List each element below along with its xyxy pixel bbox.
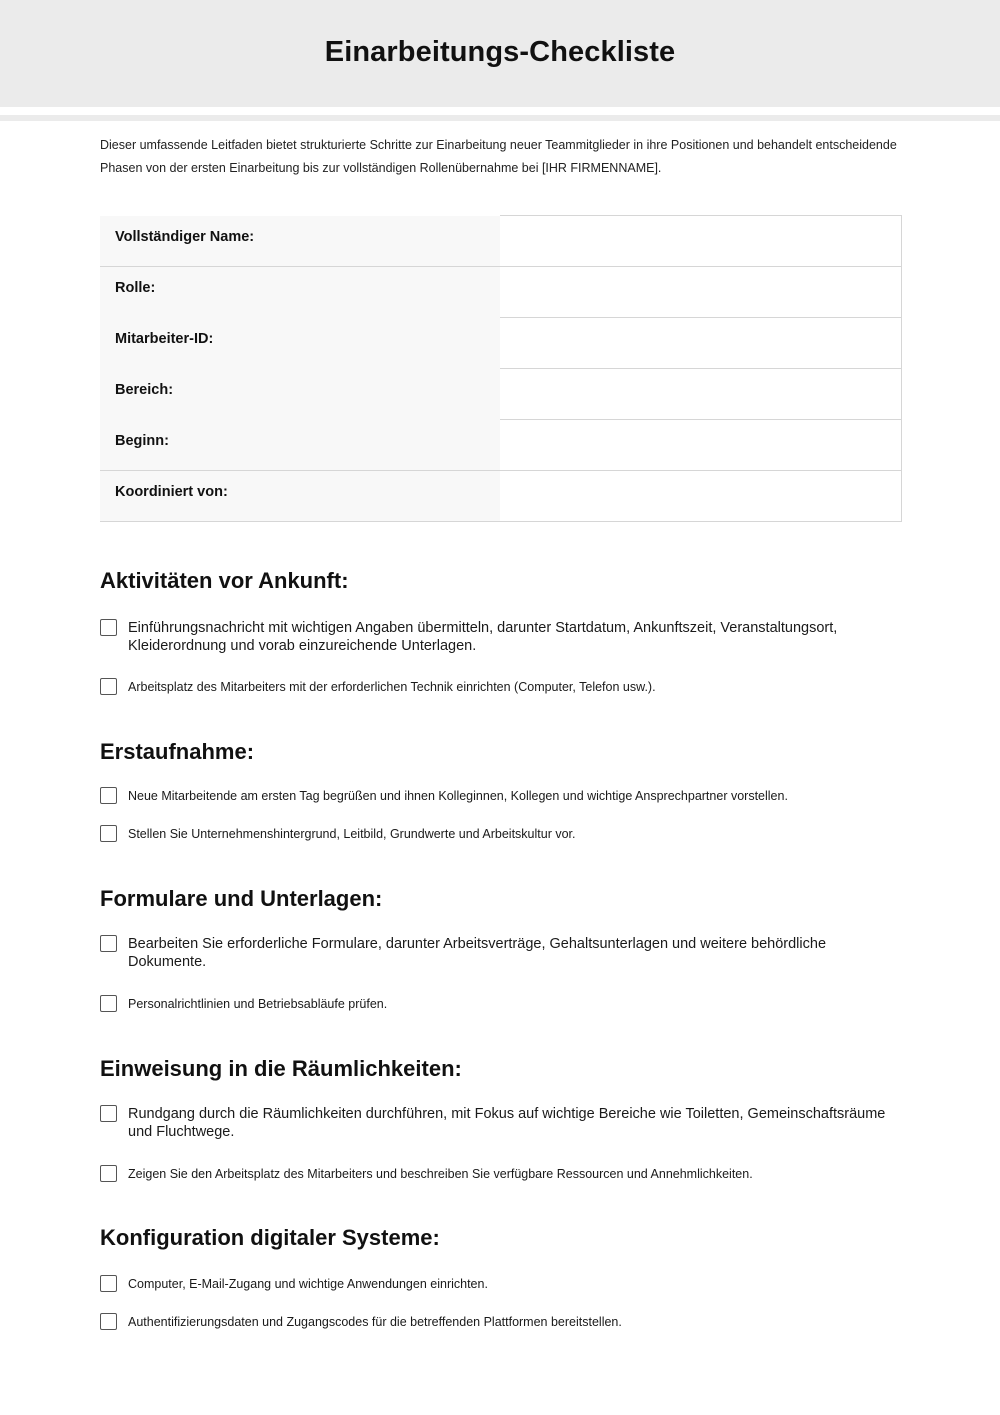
- checklist-item: [100, 1105, 900, 1141]
- info-row: [100, 420, 901, 471]
- checklist-item-text: Zeigen Sie den Arbeitsplatz des Mitarbeiters und beschreiben Sie verfügbare Ressourcen und Annehmlichkeiten.: [128, 1167, 753, 1181]
- checklist-item-text: Neue Mitarbeitende am ersten Tag begrüßen und ihnen Kolleginnen, Kollegen und wichtige Ansprechpartner vorstellen.: [128, 789, 788, 803]
- checkbox[interactable]: [100, 1105, 117, 1122]
- page-title: Einarbeitungs-Checkliste: [324, 36, 676, 68]
- info-row: [100, 216, 901, 267]
- intro-paragraph: Dieser umfassende Leitfaden bietet strukturierte Schritte zur Einarbeitung neuer Teammitglieder in ihre Positionen und behandelt entscheidende Phasen von der ersten Einarbeitung bis zur vollständigen Rollenübernahme bei [IHR FIRMENNAME].: [100, 138, 897, 175]
- section-title-facility-tour: Einweisung in die Räumlichkeiten:: [100, 1056, 462, 1081]
- info-label-full-name: Vollständiger Name:: [100, 216, 500, 267]
- checklist-item: [100, 825, 900, 842]
- section-title-forms: Formulare und Unterlagen:: [100, 886, 383, 911]
- info-label-start: Beginn:: [100, 420, 500, 471]
- checkbox[interactable]: [100, 787, 117, 804]
- employee-info-table: [100, 215, 902, 522]
- header-divider: [0, 115, 1000, 121]
- checklist-item: [100, 1165, 900, 1182]
- checklist-item-text: Rundgang durch die Räumlichkeiten durchführen, mit Fokus auf wichtige Bereiche wie Toiletten, Gemeinschaftsräume und Fluchtwege.: [128, 1106, 886, 1140]
- checkbox[interactable]: [100, 825, 117, 842]
- info-row: [100, 318, 901, 369]
- info-label-employee-id: Mitarbeiter-ID:: [100, 318, 500, 369]
- checkbox[interactable]: [100, 678, 117, 695]
- info-label-department: Bereich:: [100, 369, 500, 420]
- info-value-start[interactable]: [500, 420, 901, 471]
- section-title-digital-systems: Konfiguration digitaler Systeme:: [100, 1225, 440, 1250]
- checklist-item-text: Authentifizierungsdaten und Zugangscodes für die betreffenden Plattformen bereitstellen.: [128, 1315, 622, 1329]
- info-value-employee-id[interactable]: [500, 318, 901, 369]
- checklist-item-text: Einführungsnachricht mit wichtigen Angaben übermitteln, darunter Startdatum, Ankunftszeit, Veranstaltungsort, Kleiderordnung und vorab einzureichende Unterlagen.: [128, 620, 838, 654]
- checklist-item: [100, 935, 900, 971]
- info-value-role[interactable]: [500, 267, 901, 318]
- checklist-item: [100, 619, 900, 655]
- checkbox[interactable]: [100, 1275, 117, 1292]
- info-row: [100, 369, 901, 420]
- info-label-coordinator: Koordiniert von:: [100, 471, 500, 522]
- checklist-item: [100, 995, 900, 1012]
- checklist-item-text: Bearbeiten Sie erforderliche Formulare, darunter Arbeitsverträge, Gehaltsunterlagen und weitere behördliche Dokumente.: [128, 936, 827, 970]
- checklist-item-text: Stellen Sie Unternehmenshintergrund, Leitbild, Grundwerte und Arbeitskultur vor.: [128, 827, 576, 841]
- section-title-pre-arrival: Aktivitäten vor Ankunft:: [100, 568, 349, 593]
- checklist-item: [100, 1313, 900, 1330]
- info-row: [100, 267, 901, 318]
- info-value-department[interactable]: [500, 369, 901, 420]
- page-header: [0, 0, 1000, 107]
- checkbox[interactable]: [100, 1313, 117, 1330]
- info-value-coordinator[interactable]: [500, 471, 901, 522]
- checklist-item-text: Arbeitsplatz des Mitarbeiters mit der erforderlichen Technik einrichten (Computer, Telefon usw.).: [128, 680, 656, 694]
- checkbox[interactable]: [100, 1165, 117, 1182]
- checklist-item: [100, 787, 900, 804]
- checklist-item: [100, 1275, 900, 1292]
- section-title-initial-reception: Erstaufnahme:: [100, 739, 255, 764]
- checklist-item-text: Personalrichtlinien und Betriebsabläufe prüfen.: [128, 997, 388, 1011]
- checklist-item: [100, 678, 900, 695]
- checkbox[interactable]: [100, 619, 117, 636]
- checkbox[interactable]: [100, 995, 117, 1012]
- info-label-role: Rolle:: [100, 267, 500, 318]
- checklist-item-text: Computer, E-Mail-Zugang und wichtige Anwendungen einrichten.: [128, 1277, 488, 1291]
- info-value-full-name[interactable]: [500, 216, 901, 267]
- checkbox[interactable]: [100, 935, 117, 952]
- info-row: [100, 471, 901, 522]
